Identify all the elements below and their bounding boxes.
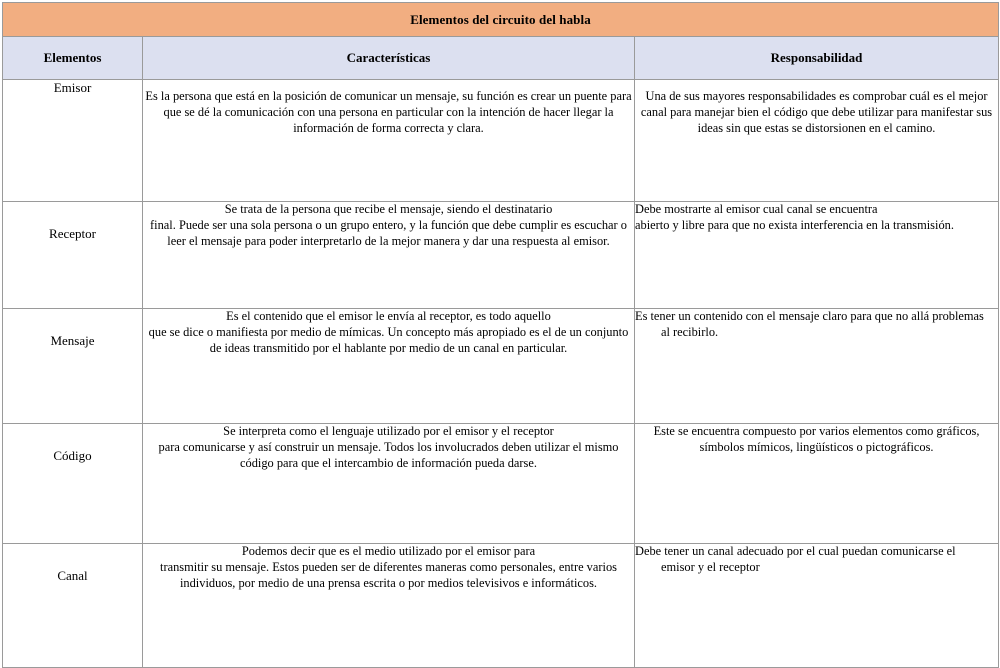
row-caracteristicas: Es la persona que está en la posición de comunicar un mensaje, su función es crear un puente para que se dé la comunicación con una persona en particular con la intención de hacer llegar la información de forma correcta y clara. bbox=[143, 80, 635, 202]
row-caracteristicas bbox=[143, 202, 635, 309]
caracteristicas-line-1: Se interpreta como el lenguaje utilizado por el emisor y el receptor bbox=[223, 424, 554, 438]
column-header-caracteristicas: Características bbox=[143, 37, 635, 80]
row-responsabilidad: Una de sus mayores responsabilidades es comprobar cuál es el mejor canal para manejar bien el código que debe utilizar para manifestar sus ideas sin que estas se distorsionen en el camino. bbox=[635, 80, 999, 202]
table-title: Elementos del circuito del habla bbox=[3, 3, 999, 37]
caracteristicas-body: que se dice o manifiesta por medio de mímicas. Un concepto más apropiado es el de un conjunto de ideas transmitido por el hablante por medio de un canal en particular. bbox=[148, 324, 629, 355]
caracteristicas-body: final. Puede ser una sola persona o un grupo entero, y la función que debe cumplir es escuchar o leer el mensaje para poder interpretarlo de la mejor manera y dar una respuesta al emisor. bbox=[150, 217, 627, 248]
responsabilidad-body: abierto y libre para que no exista interferencia en la transmisión. bbox=[635, 217, 954, 232]
responsabilidad-line-1: Debe mostrarte al emisor cual canal se encuentra bbox=[635, 202, 878, 216]
column-header-elementos: Elementos bbox=[3, 37, 143, 80]
responsabilidad-line-1: Es tener un contenido con el mensaje claro para que no allá problemas bbox=[635, 309, 984, 323]
row-element-label: Emisor bbox=[3, 80, 143, 202]
row-element-label: Receptor bbox=[3, 202, 143, 309]
row-caracteristicas bbox=[143, 309, 635, 424]
elements-table bbox=[2, 2, 999, 668]
responsabilidad-body: al recibirlo. bbox=[661, 324, 719, 339]
row-caracteristicas bbox=[143, 544, 635, 668]
row-responsabilidad bbox=[635, 544, 999, 668]
row-element-label: Código bbox=[3, 424, 143, 544]
row-responsabilidad: Este se encuentra compuesto por varios elementos como gráficos, símbolos mímicos, lingüísticos o pictográficos. bbox=[635, 424, 999, 544]
table-row bbox=[3, 309, 999, 424]
row-responsabilidad bbox=[635, 309, 999, 424]
row-responsabilidad bbox=[635, 202, 999, 309]
caracteristicas-line-1: Es el contenido que el emisor le envía al receptor, es todo aquello bbox=[226, 309, 551, 323]
responsabilidad-body: emisor y el receptor bbox=[661, 559, 760, 574]
table-row bbox=[3, 202, 999, 309]
table-row bbox=[3, 80, 999, 202]
table-row bbox=[3, 424, 999, 544]
table-header-row bbox=[3, 37, 999, 80]
document-page bbox=[0, 2, 1000, 590]
table-title-row bbox=[3, 3, 999, 37]
table-row bbox=[3, 544, 999, 668]
caracteristicas-line-1: Se trata de la persona que recibe el mensaje, siendo el destinatario bbox=[224, 202, 553, 216]
caracteristicas-line-1: Podemos decir que es el medio utilizado por el emisor para bbox=[241, 544, 536, 558]
row-element-label: Canal bbox=[3, 544, 143, 668]
column-header-responsabilidad: Responsabilidad bbox=[635, 37, 999, 80]
row-element-label: Mensaje bbox=[3, 309, 143, 424]
row-caracteristicas bbox=[143, 424, 635, 544]
caracteristicas-body: para comunicarse y así construir un mensaje. Todos los involucrados deben utilizar el mismo código para que el intercambio de información pueda darse. bbox=[158, 439, 619, 470]
caracteristicas-body: transmitir su mensaje. Estos pueden ser de diferentes maneras como personales, entre varios individuos, por medio de una prensa escrita o por medios televisivos e informáticos. bbox=[160, 559, 617, 590]
responsabilidad-line-1: Debe tener un canal adecuado por el cual puedan comunicarse el bbox=[635, 544, 956, 558]
